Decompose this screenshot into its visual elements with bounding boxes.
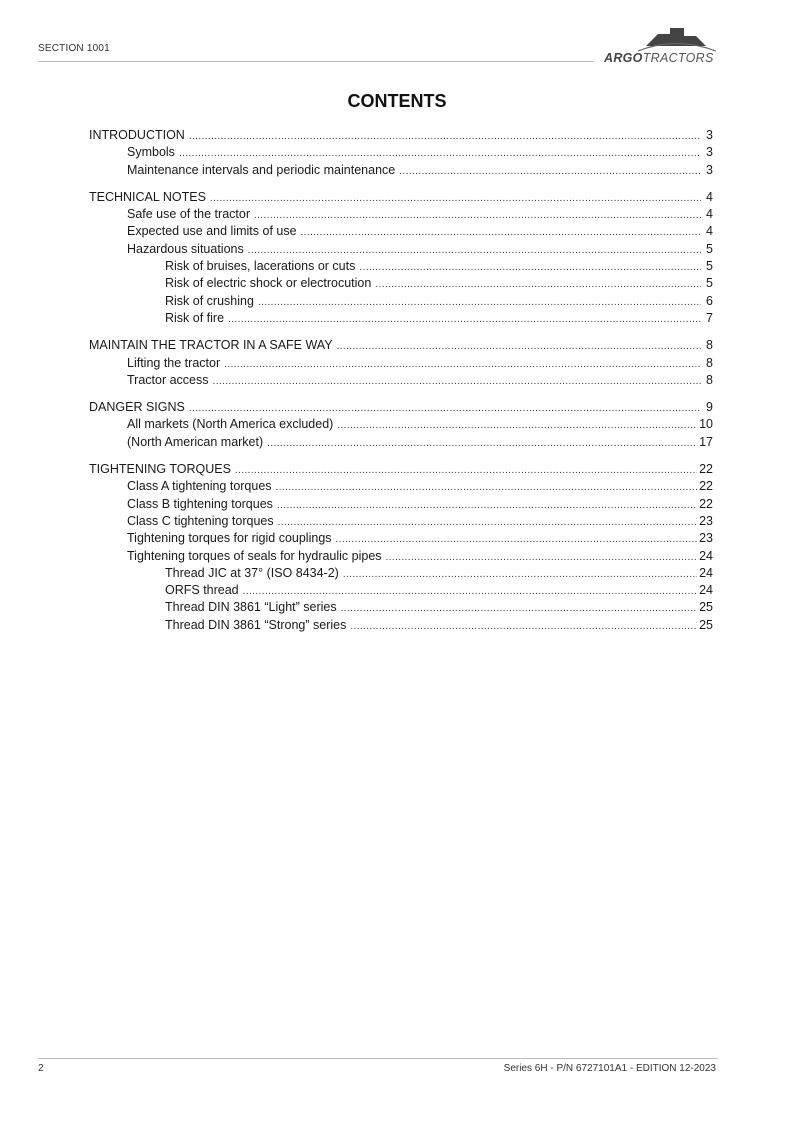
toc-entry[interactable] — [89, 513, 716, 530]
toc-leader-dots — [337, 417, 697, 434]
toc-entry-page: 8 — [706, 355, 713, 370]
toc-entry[interactable] — [89, 416, 716, 433]
toc-leader-dots — [189, 128, 701, 145]
toc-entry-label: Lifting the tractor — [127, 355, 221, 370]
logo-wordmark-regular: TRACTORS — [642, 51, 714, 65]
toc-entry[interactable] — [89, 372, 716, 389]
toc-entry-page: 8 — [706, 338, 713, 353]
toc-leader-dots — [341, 600, 697, 617]
toc-entry-label: Expected use and limits of use — [127, 224, 297, 239]
toc-entry-page: 24 — [699, 583, 713, 598]
toc-group — [89, 127, 716, 179]
toc-entry[interactable] — [89, 310, 716, 327]
toc-leader-dots — [179, 145, 701, 162]
toc-entry-label: TIGHTENING TORQUES — [89, 462, 231, 477]
toc-entry-page: 5 — [706, 259, 713, 274]
toc-group — [89, 189, 716, 327]
toc-entry-page: 3 — [706, 162, 713, 177]
toc-leader-dots — [277, 497, 697, 514]
toc-leader-dots — [399, 163, 701, 180]
footer-divider — [38, 1058, 718, 1059]
toc-leader-dots — [248, 242, 701, 259]
toc-entry[interactable] — [89, 258, 716, 275]
toc-leader-dots — [343, 566, 697, 583]
header-divider — [38, 61, 594, 62]
toc-entry[interactable] — [89, 399, 716, 416]
toc-entry[interactable] — [89, 189, 716, 206]
toc-entry[interactable] — [89, 434, 716, 451]
toc-leader-dots — [375, 276, 701, 293]
toc-entry-label: Class A tightening torques — [127, 479, 272, 494]
toc-entry-label: Risk of fire — [165, 310, 225, 325]
toc-entry-page: 24 — [699, 548, 713, 563]
logo-wordmark — [604, 51, 714, 65]
section-label: SECTION 1001 — [38, 43, 110, 54]
toc-entry-label: Tightening torques of seals for hydraulic pipes — [127, 548, 382, 563]
toc-entry-label: All markets (North America excluded) — [127, 417, 334, 432]
toc-entry-label: Hazardous situations — [127, 241, 244, 256]
toc-entry-label: Risk of bruises, lacerations or cuts — [165, 259, 356, 274]
toc-entry[interactable] — [89, 223, 716, 240]
toc-leader-dots — [267, 435, 697, 452]
toc-entry-page: 22 — [699, 462, 713, 477]
toc-leader-dots — [210, 190, 701, 207]
toc-entry-label: Thread JIC at 37° (ISO 8434-2) — [165, 565, 339, 580]
toc-entry-page: 7 — [706, 310, 713, 325]
toc-entry-page: 17 — [699, 434, 713, 449]
toc-group — [89, 399, 716, 451]
toc-entry[interactable] — [89, 617, 716, 634]
toc-group — [89, 337, 716, 389]
toc-entry[interactable] — [89, 293, 716, 310]
toc-entry-label: DANGER SIGNS — [89, 400, 185, 415]
toc-leader-dots — [301, 224, 701, 241]
toc-entry-label: Thread DIN 3861 “Strong” series — [165, 617, 347, 632]
toc-entry[interactable] — [89, 206, 716, 223]
toc-entry-label: Maintenance intervals and periodic maintenance — [127, 162, 396, 177]
toc-entry[interactable] — [89, 355, 716, 372]
toc-entry-page: 4 — [706, 189, 713, 204]
page-title: CONTENTS — [347, 91, 447, 111]
toc-entry-page: 23 — [699, 513, 713, 528]
footer-document-info: Series 6H - P/N 6727101A1 - EDITION 12-2023 — [503, 1063, 716, 1074]
toc-entry-page: 22 — [699, 479, 713, 494]
toc-entry-page: 5 — [706, 276, 713, 291]
toc-entry-page: 4 — [706, 207, 713, 222]
toc-entry[interactable] — [89, 162, 716, 179]
toc-leader-dots — [386, 549, 698, 566]
toc-entry-label: ORFS thread — [165, 583, 239, 598]
toc-entry[interactable] — [89, 548, 716, 565]
toc-entry-label: MAINTAIN THE TRACTOR IN A SAFE WAY — [89, 338, 333, 353]
toc-entry-label: (North American market) — [127, 434, 264, 449]
toc-entry[interactable] — [89, 496, 716, 513]
toc-entry-page: 3 — [706, 145, 713, 160]
toc-entry[interactable] — [89, 530, 716, 547]
toc-entry-label: Risk of crushing — [165, 293, 254, 308]
toc-entry-label: Symbols — [127, 145, 175, 160]
logo-wordmark-bold: ARGO — [604, 51, 643, 65]
toc-leader-dots — [228, 311, 701, 328]
toc-entry[interactable] — [89, 127, 716, 144]
toc-leader-dots — [336, 531, 698, 548]
toc-leader-dots — [359, 259, 701, 276]
toc-entry-label: Safe use of the tractor — [127, 207, 250, 222]
toc-entry[interactable] — [89, 337, 716, 354]
toc-entry-label: Risk of electric shock or electrocution — [165, 276, 372, 291]
toc-entry[interactable] — [89, 241, 716, 258]
toc-leader-dots — [243, 583, 697, 600]
toc-entry-page: 24 — [699, 565, 713, 580]
toc-entry-label: Class B tightening torques — [127, 496, 273, 511]
toc-entry[interactable] — [89, 275, 716, 292]
toc-entry[interactable] — [89, 582, 716, 599]
toc-entry-label: Tightening torques for rigid couplings — [127, 531, 332, 546]
toc-leader-dots — [337, 338, 701, 355]
toc-entry[interactable] — [89, 478, 716, 495]
toc-leader-dots — [258, 294, 701, 311]
toc-entry[interactable] — [89, 144, 716, 161]
toc-entry-label: Class C tightening torques — [127, 513, 274, 528]
toc-entry-label: Tractor access — [127, 372, 209, 387]
table-of-contents — [89, 127, 716, 644]
toc-entry[interactable] — [89, 461, 716, 478]
toc-entry[interactable] — [89, 565, 716, 582]
toc-entry-page: 5 — [706, 241, 713, 256]
toc-leader-dots — [224, 356, 701, 373]
toc-entry-page: 23 — [699, 531, 713, 546]
toc-entry-page: 6 — [706, 293, 713, 308]
toc-leader-dots — [254, 207, 701, 224]
toc-entry[interactable] — [89, 599, 716, 616]
toc-leader-dots — [276, 479, 698, 496]
toc-leader-dots — [213, 373, 701, 390]
tractor-silhouette-icon — [636, 24, 716, 52]
toc-leader-dots — [350, 618, 697, 635]
toc-entry-label: INTRODUCTION — [89, 128, 185, 142]
toc-entry-page: 3 — [706, 128, 713, 142]
toc-entry-page: 22 — [699, 496, 713, 511]
toc-leader-dots — [235, 462, 697, 479]
toc-leader-dots — [189, 400, 701, 417]
toc-leader-dots — [278, 514, 697, 531]
toc-group — [89, 461, 716, 634]
toc-entry-label: TECHNICAL NOTES — [89, 189, 206, 204]
toc-entry-page: 9 — [706, 400, 713, 415]
toc-entry-page: 8 — [706, 372, 713, 387]
toc-entry-page: 25 — [699, 600, 713, 615]
argo-tractors-logo — [600, 24, 720, 66]
toc-entry-page: 10 — [699, 417, 713, 432]
toc-entry-page: 25 — [699, 617, 713, 632]
footer-page-number: 2 — [38, 1063, 44, 1074]
toc-entry-page: 4 — [706, 224, 713, 239]
toc-entry-label: Thread DIN 3861 “Light” series — [165, 600, 337, 615]
